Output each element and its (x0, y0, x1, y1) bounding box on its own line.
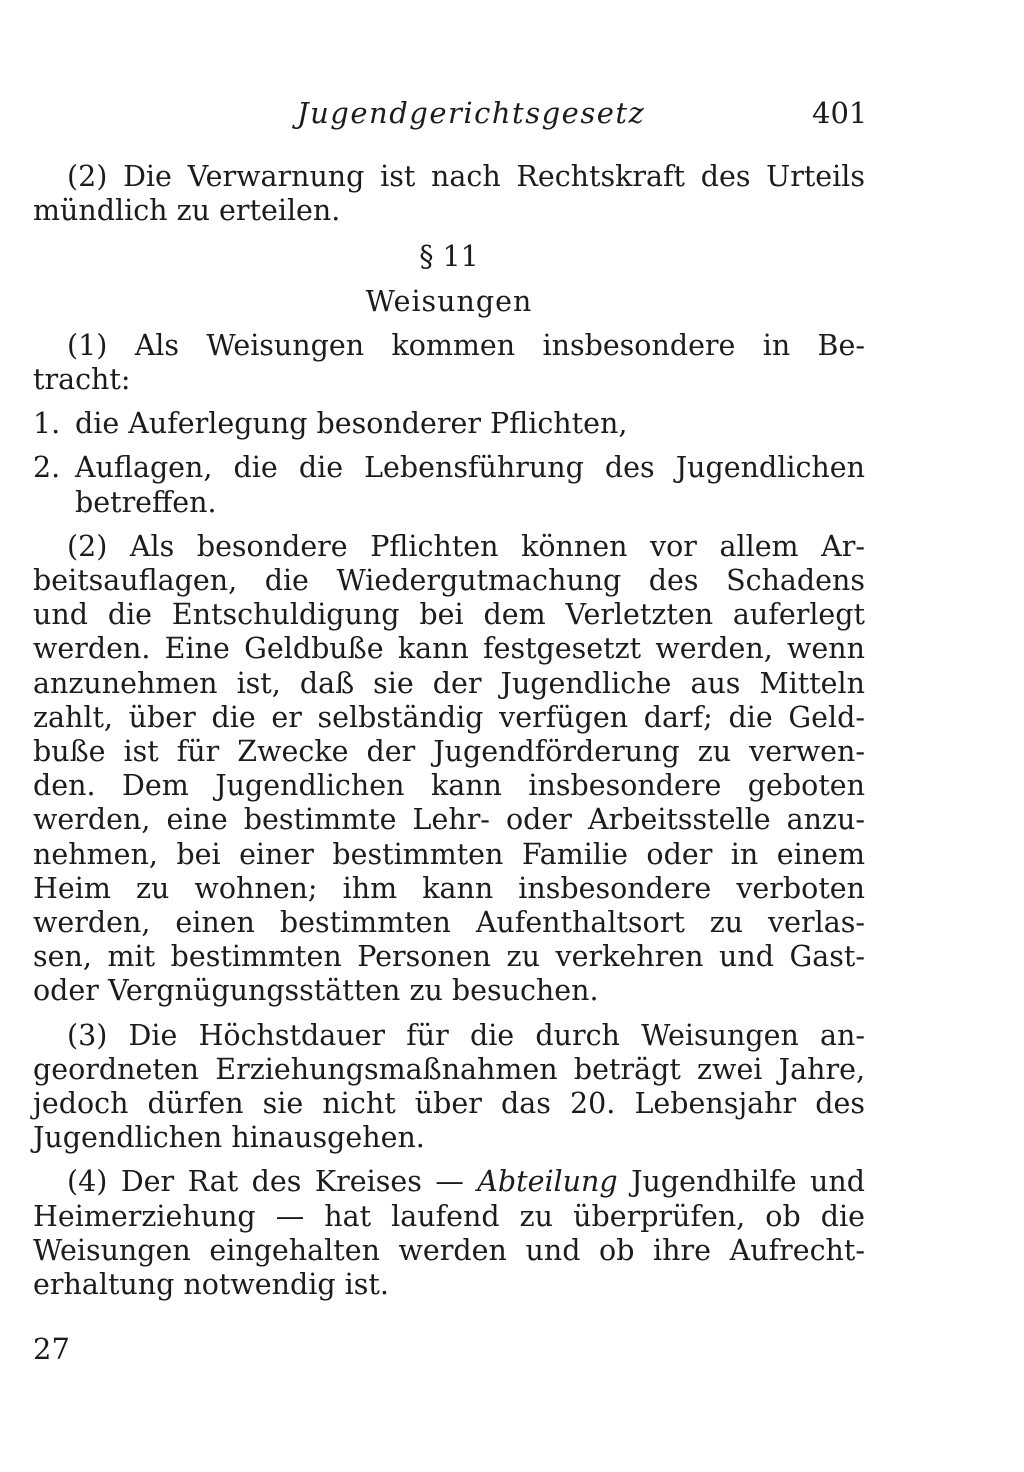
text-line: betreffen. (75, 485, 217, 519)
text-line: anzunehmen ist, daß sie der Jugendliche aus Mitteln (33, 666, 865, 700)
text-line: buße ist für Zwecke der Jugendförderung zu verwen- (33, 735, 865, 769)
text-fragment: Jugendhilfe und (617, 1165, 866, 1199)
page-number: 401 (812, 96, 868, 130)
text-line: zahlt, über die er selbständig verfügen darf; die Geld- (33, 700, 865, 734)
text-line: Heim zu wohnen; ihm kann insbesondere verboten (33, 871, 865, 905)
text-line: mündlich zu erteilen. (33, 194, 341, 228)
body-text (33, 160, 865, 1302)
running-title: Jugendgerichtsgesetz (297, 96, 646, 130)
text-line: und die Entschuldigung bei dem Verletzten auferlegt (33, 598, 865, 632)
text-line: (3) Die Höchstdauer für die durch Weisungen an- (67, 1018, 865, 1052)
text-line: werden. Eine Geldbuße kann festgesetzt werden, wenn (33, 632, 865, 666)
text-line (33, 1165, 865, 1199)
signature-mark: 27 (33, 1332, 70, 1366)
text-line: Heimerziehung — hat laufend zu überprüfen, ob die (33, 1199, 865, 1233)
list-item (33, 407, 865, 441)
running-head (0, 96, 1024, 146)
text-line: (2) Als besondere Pflichten können vor allem Ar- (67, 529, 865, 563)
text-line: Weisungen eingehalten werden und ob ihre Aufrecht- (33, 1233, 865, 1267)
text-line: nehmen, bei einer bestimmten Familie oder in einem (33, 837, 865, 871)
text-line: Jugendlichen hinausgehen. (33, 1121, 425, 1155)
text-line: beitsauflagen, die Wiedergutmachung des Schadens (33, 564, 865, 598)
paragraph-1 (33, 329, 865, 397)
italic-text: Abteilung (477, 1165, 618, 1199)
text-line: (1) Als Weisungen kommen insbesondere in Be- (67, 328, 865, 362)
section-number: § 11 (419, 240, 479, 274)
paragraph-3 (33, 1019, 865, 1156)
text-line: die Auferlegung besonderer Pflichten, (75, 407, 628, 441)
text-fragment: (4) Der Rat des Kreises — (67, 1165, 478, 1199)
section-title: Weisungen (365, 284, 533, 318)
text-line: erhaltung notwendig ist. (33, 1268, 389, 1302)
text-line: Auflagen, die die Lebensführung des Jugendlichen (75, 451, 865, 485)
text-line: sen, mit bestimmten Personen zu verkehren und Gast- (33, 940, 865, 974)
list-item-number: 2. (33, 451, 61, 485)
text-line: oder Vergnügungsstätten zu besuchen. (33, 974, 599, 1008)
paragraph-2 (33, 530, 865, 1009)
text-line: jedoch dürfen sie nicht über das 20. Lebensjahr des (33, 1087, 865, 1121)
list-item (33, 451, 865, 519)
paragraph-2-previous (33, 160, 865, 228)
text-line: tracht: (33, 363, 131, 397)
text-line: (2) Die Verwarnung ist nach Rechtskraft des Urteils (67, 160, 865, 193)
text-line: geordneten Erziehungsmaßnahmen beträgt zwei Jahre, (33, 1052, 865, 1086)
text-line: den. Dem Jugendlichen kann insbesondere geboten (33, 769, 865, 803)
text-line: werden, einen bestimmten Aufenthaltsort zu verlas- (33, 906, 865, 940)
paragraph-4 (33, 1165, 865, 1302)
text-line: werden, eine bestimmte Lehr- oder Arbeitsstelle anzu- (33, 803, 865, 837)
list-item-number: 1. (33, 407, 61, 441)
